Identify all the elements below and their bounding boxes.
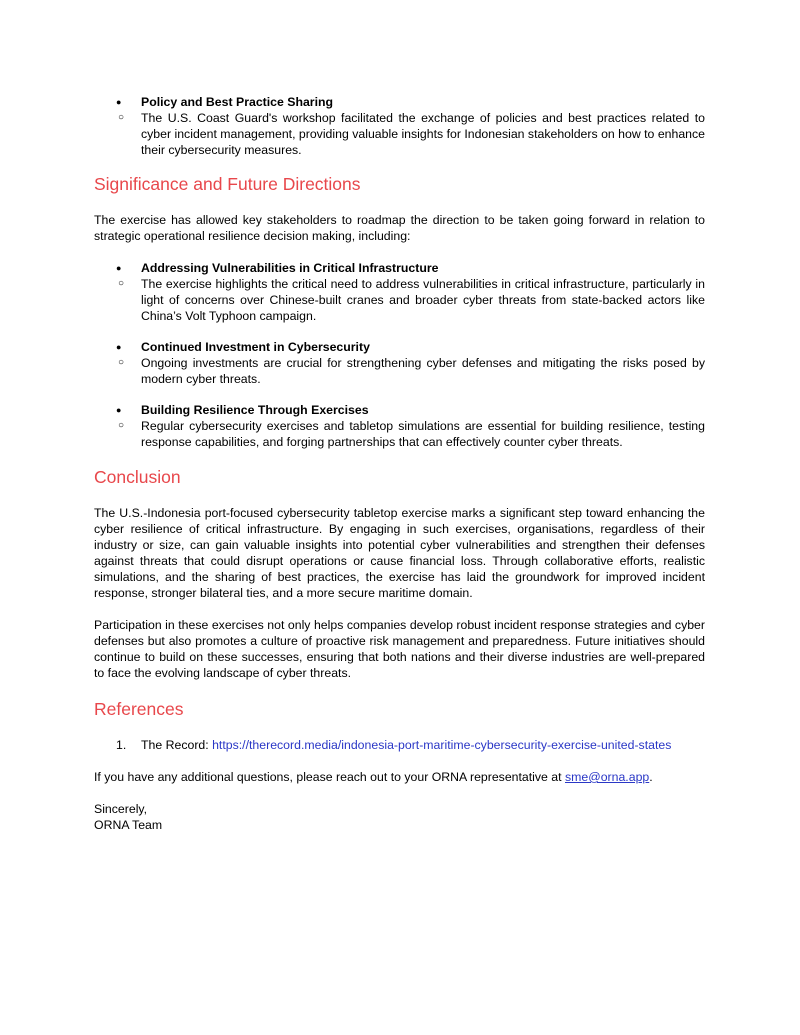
bullet-icon: ● bbox=[116, 263, 122, 273]
contact-line bbox=[94, 769, 705, 785]
sub-bullet-icon: ○ bbox=[118, 112, 125, 123]
sub-item-text: Ongoing investments are crucial for strengthening cyber defenses and mitigating the risks posed by modern cyber threats. bbox=[141, 356, 705, 386]
bullet-icon: ● bbox=[116, 97, 122, 107]
bullet-title: Addressing Vulnerabilities in Critical Infrastructure bbox=[141, 261, 439, 275]
section-heading-references: References bbox=[94, 699, 184, 719]
sub-item-text: Regular cybersecurity exercises and tabletop simulations are essential for building resilience, testing response capabilities, and forging partnerships that can effectively counter cyber threats. bbox=[141, 419, 705, 449]
sub-bullet-icon: ○ bbox=[118, 420, 125, 431]
sub-item-resilience bbox=[94, 418, 705, 450]
contact-text: If you have any additional questions, please reach out to your ORNA representative at bbox=[94, 770, 565, 784]
sub-item-policy bbox=[94, 110, 705, 158]
email-link[interactable]: sme@orna.app bbox=[564, 770, 650, 784]
team-signature: ORNA Team bbox=[94, 818, 163, 832]
sub-bullet-icon: ○ bbox=[118, 357, 125, 368]
bullet-item-vulnerabilities bbox=[94, 260, 705, 276]
document-page bbox=[94, 94, 705, 833]
reference-link[interactable]: https://therecord.media/indonesia-port-maritime-cybersecurity-exercise-united-states bbox=[212, 738, 672, 752]
bullet-title: Building Resilience Through Exercises bbox=[141, 403, 369, 417]
sub-item-investment bbox=[94, 355, 705, 387]
bullet-item-investment bbox=[94, 339, 705, 355]
bullet-icon: ● bbox=[116, 342, 122, 352]
significance-intro: The exercise has allowed key stakeholders to roadmap the direction to be taken going forward in relation to strategic operational resilience decision making, including: bbox=[94, 213, 705, 243]
bullet-title: Policy and Best Practice Sharing bbox=[141, 95, 334, 109]
closing-line: Sincerely, bbox=[94, 802, 148, 816]
sub-item-text: The exercise highlights the critical need to address vulnerabilities in critical infrastructure, particularly in light of concerns over Chinese-built cranes and broader cyber threats from state-backed actors like China’s Volt Typhoon campaign. bbox=[141, 277, 705, 323]
sub-bullet-icon: ○ bbox=[118, 278, 125, 289]
section-heading-significance: Significance and Future Directions bbox=[94, 174, 361, 194]
bullet-item-resilience bbox=[94, 402, 705, 418]
reference-number: 1. bbox=[116, 738, 127, 752]
section-heading-conclusion: Conclusion bbox=[94, 467, 181, 487]
reference-item bbox=[94, 737, 705, 753]
reference-label: The Record: bbox=[141, 738, 213, 752]
sub-item-text: The U.S. Coast Guard's workshop facilitated the exchange of policies and best practices related to cyber incident management, providing valuable insights for Indonesian stakeholders on how to enhance their cybersecurity measures. bbox=[141, 111, 705, 157]
contact-end: . bbox=[649, 770, 653, 784]
conclusion-paragraph-2: Participation in these exercises not only helps companies develop robust incident response strategies and cyber defenses but also promotes a culture of proactive risk management and preparedness. Future initiatives should continue to build on these successes, ensuring that both nations and their diverse industries are well-prepared to face the evolving landscape of cyber threats. bbox=[94, 618, 705, 680]
bullet-item-policy bbox=[94, 94, 705, 110]
sub-item-vulnerabilities bbox=[94, 276, 705, 324]
conclusion-paragraph-1: The U.S.-Indonesia port-focused cybersecurity tabletop exercise marks a significant step toward enhancing the cyber resilience of critical infrastructure. By engaging in such exercises, organisations, regardless of their industry or size, can gain valuable insights into potential cyber vulnerabilities and strengthen their defenses against threats that could disrupt operations or cause financial loss. Through collaborative efforts, realistic simulations, and the sharing of best practices, the exercise has laid the groundwork for improved incident response, stronger bilateral ties, and a more secure maritime domain. bbox=[94, 506, 705, 600]
bullet-icon: ● bbox=[116, 405, 122, 415]
bullet-title: Continued Investment in Cybersecurity bbox=[141, 340, 370, 354]
